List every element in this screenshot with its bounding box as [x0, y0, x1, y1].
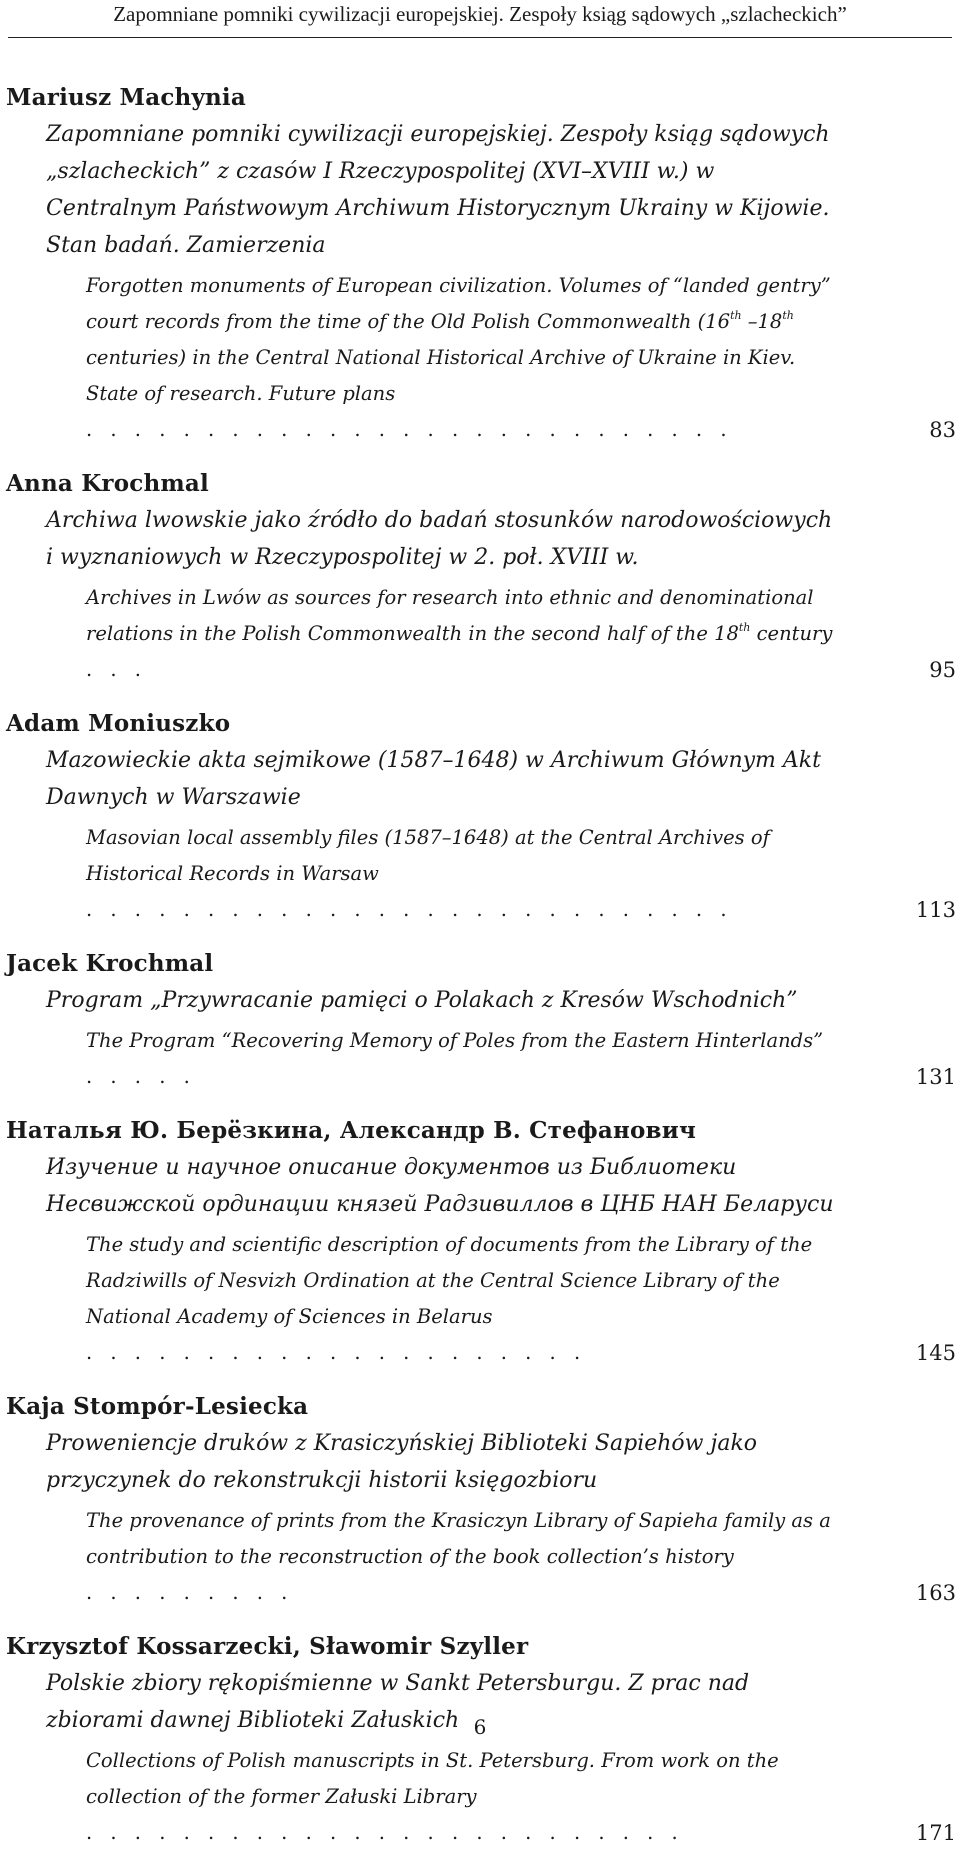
translation-text: century: [750, 622, 833, 645]
entry-author: Наталья Ю. Берёзкина, Александр В. Стефанович: [6, 1117, 697, 1144]
translation-text: –18: [741, 310, 783, 333]
toc-entry: [6, 1389, 956, 1611]
page-folio: 6: [473, 1715, 487, 1739]
toc-entry: [6, 80, 956, 448]
entry-author: Jacek Krochmal: [6, 950, 214, 977]
dot-leader: . . . . .: [86, 1065, 196, 1088]
entry-author: Kaja Stompór-Lesiecka: [6, 1393, 309, 1420]
dot-leader: . . . . . . . . . . . . . . . . . . . . . . . . .: [86, 1821, 684, 1844]
entry-title-original: Polskie zbiory rękopiśmienne w Sankt Petersburgu. Z prac nad zbiorami dawnej Biblioteki Załuskich: [46, 1671, 750, 1733]
toc-entry: [6, 1629, 956, 1851]
header-rule: [8, 37, 952, 38]
entry-title-translation-row: [86, 1227, 956, 1371]
entry-title-original: Изучение и научное описание документов из Библиотеки Несвижской ординации князей Радзивиллов в ЦНБ НАН Беларуси: [46, 1155, 834, 1217]
entry-author: Krzysztof Kossarzecki, Sławomir Szyller: [6, 1633, 529, 1660]
dot-leader: . . . . . . . . . . . . . . . . . . . . .: [86, 1341, 587, 1364]
translation-text: centuries) in the Central National Historical Archive of Ukraine in Kiev. State of research. Future plans: [86, 346, 796, 405]
entry-page-number[interactable]: 131: [915, 1065, 956, 1089]
entry-title-translation-row: [86, 1023, 956, 1095]
entry-title-translation: [86, 1227, 842, 1371]
superscript: th: [738, 621, 751, 634]
table-of-contents: [6, 80, 956, 1869]
entry-page-number[interactable]: 163: [915, 1581, 956, 1605]
entry-title-translation-row: [86, 1743, 956, 1851]
dot-leader: . . . . . . . . .: [86, 1581, 294, 1604]
entry-title-original: Archiwa lwowskie jako źródło do badań stosunków narodowościowych i wyznaniowych w Rzeczypospolitej w 2. poł. XVIII w.: [46, 508, 833, 570]
entry-title-translation: [86, 1503, 842, 1611]
entry-title-original: Mazowieckie akta sejmikowe (1587–1648) w Archiwum Głównym Akt Dawnych w Warszawie: [46, 748, 821, 810]
entry-title-translation: [86, 268, 842, 448]
entry-title-original: Program „Przywracanie pamięci o Polakach z Kresów Wschodnich”: [46, 988, 798, 1013]
translation-text: Masovian local assembly files (1587–1648) at the Central Archives of Historical Records in Warsaw: [86, 826, 770, 885]
entry-page-number[interactable]: 95: [929, 658, 956, 682]
entry-author: Anna Krochmal: [6, 470, 209, 497]
entry-author: Adam Moniuszko: [6, 710, 231, 737]
entry-page-number[interactable]: 145: [915, 1341, 956, 1365]
dot-leader: . . . . . . . . . . . . . . . . . . . . . . . . . . .: [86, 418, 733, 441]
entry-title-translation-row: [86, 268, 956, 448]
entry-title-translation: [86, 820, 842, 928]
entry-title-translation-row: [86, 820, 956, 928]
toc-entry: [6, 466, 956, 688]
entry-title-original: Zapomniane pomniki cywilizacji europejskiej. Zespoły ksiąg sądowych „szlacheckich” z czasów I Rzeczypospolitej (XVI–XVIII w.) w Centralnym Państwowym Archiwum Historycznym Ukrainy w Kijowie. Stan badań. Zamierzenia: [46, 122, 830, 258]
entry-title-translation-row: [86, 1503, 956, 1611]
translation-text: Archives in Lwów as sources for research into ethnic and denominational relations in the Polish Commonwealth in the second half of the 18: [86, 586, 814, 645]
running-head: Zapomniane pomniki cywilizacji europejskiej. Zespoły ksiąg sądowych „szlacheckich”: [113, 2, 847, 26]
superscript: th: [730, 309, 742, 322]
toc-entry: [6, 1113, 956, 1371]
entry-title-translation: [86, 1743, 842, 1851]
entry-title-original: Proweniencje druków z Krasiczyńskiej Biblioteki Sapiehów jako przyczynek do rekonstrukcji historii księgozbioru: [46, 1431, 758, 1493]
entry-author: Mariusz Machynia: [6, 84, 246, 111]
entry-page-number[interactable]: 83: [929, 418, 956, 442]
dot-leader: . . .: [86, 658, 147, 681]
entry-title-translation-row: [86, 580, 956, 688]
toc-entry: [6, 706, 956, 928]
entry-page-number[interactable]: 171: [915, 1821, 956, 1845]
translation-text: Collections of Polish manuscripts in St. Petersburg. From work on the collection of the former Załuski Library: [86, 1749, 779, 1808]
translation-text: The study and scientific description of documents from the Library of the Radziwills of Nesvizh Ordination at the Central Science Library of the National Academy of Sciences in Belarus: [86, 1233, 813, 1328]
toc-entry: [6, 946, 956, 1095]
dot-leader: . . . . . . . . . . . . . . . . . . . . . . . . . . .: [86, 898, 733, 921]
translation-text: The Program “Recovering Memory of Poles from the Eastern Hinterlands”: [86, 1029, 824, 1052]
translation-text: The provenance of prints from the Krasiczyn Library of Sapieha family as a contribution to the reconstruction of the book collection’s history: [86, 1509, 831, 1568]
entry-page-number[interactable]: 113: [915, 898, 956, 922]
entry-title-translation: [86, 580, 842, 688]
superscript: th: [782, 309, 794, 322]
translation-text: Forgotten monuments of European civilization. Volumes of “landed gentry” court records from the time of the Old Polish Commonwealth (16: [86, 274, 831, 333]
entry-title-translation: [86, 1023, 842, 1095]
